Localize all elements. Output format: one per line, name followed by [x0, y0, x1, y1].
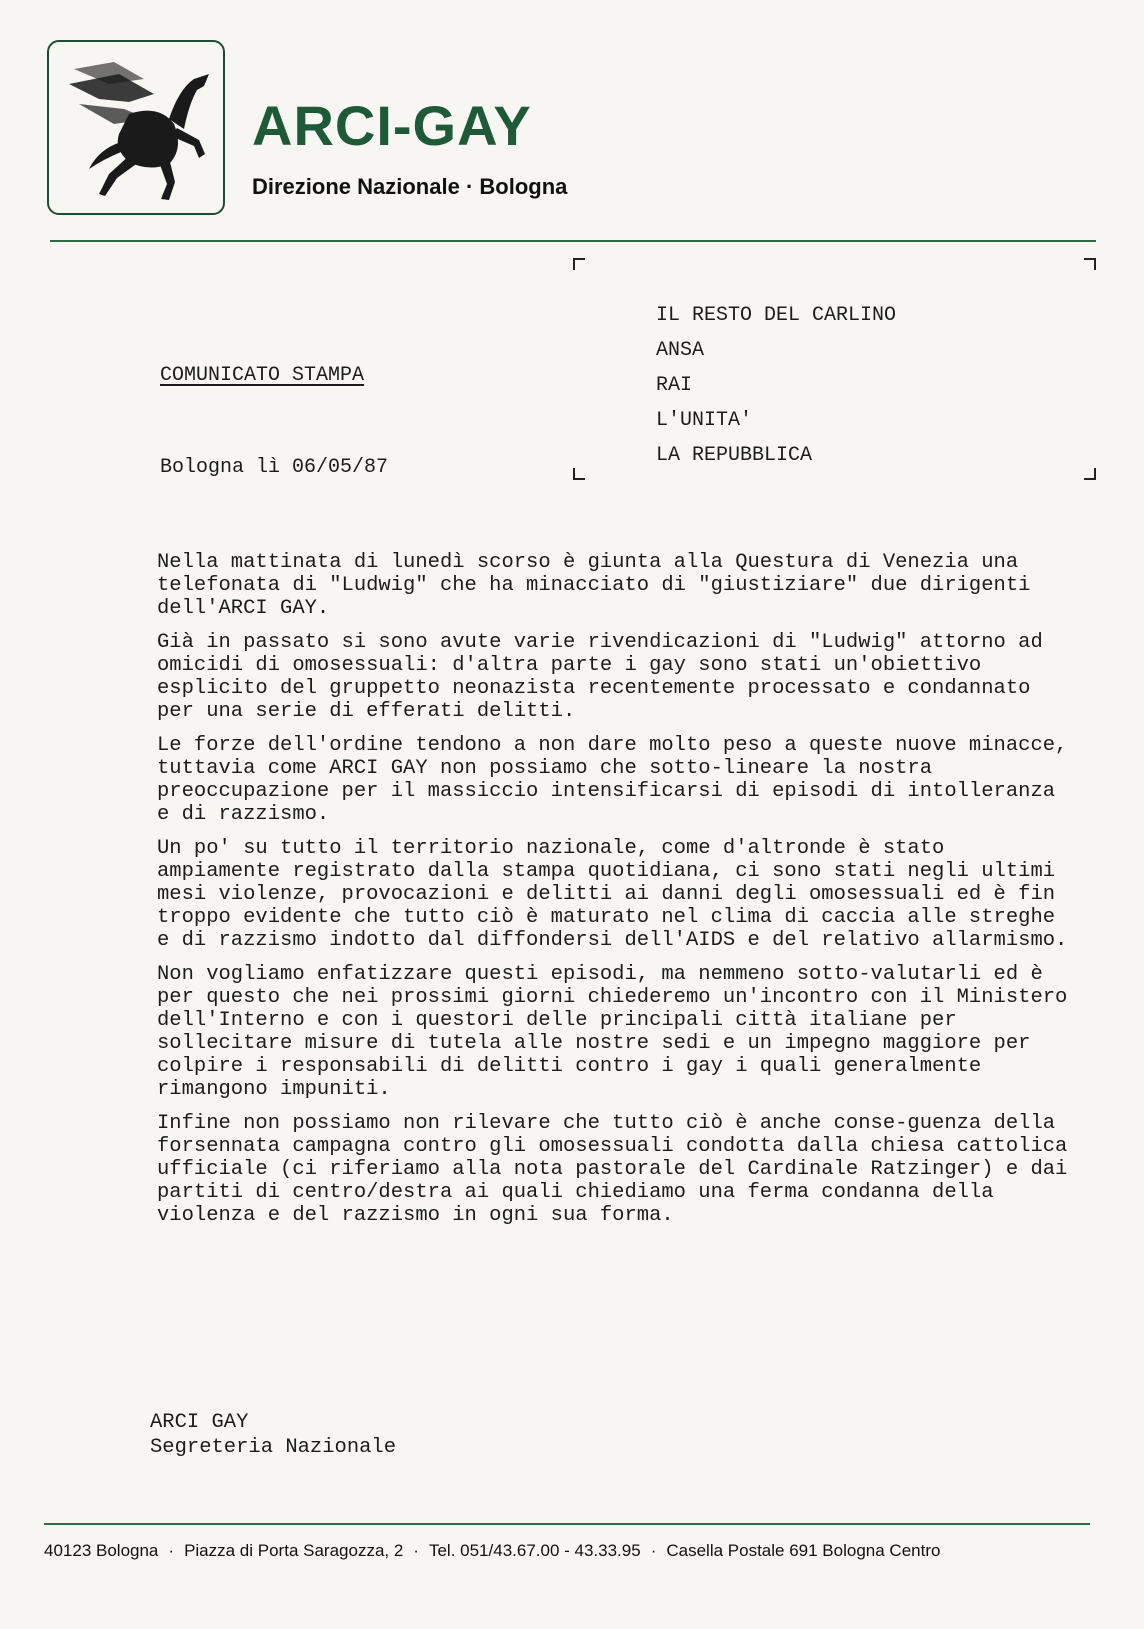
footer-postcode-city: 40123 Bologna: [44, 1541, 159, 1560]
org-subtitle: Direzione Nazionale · Bologna: [252, 174, 568, 199]
recipient-item: ANSA: [656, 339, 705, 362]
signature-office: Segreteria Nazionale: [150, 1436, 397, 1459]
footer-separator: ·: [168, 1541, 175, 1560]
body-paragraph: Un po' su tutto il territorio nazionale, come d'altronde è stato ampiamente registrato dalla stampa quotidiana, ci sono stati negli ultimi mesi violenze, provocazioni e delitti ai danni degli omosessuali ed è fin troppo evidente che tutto ciò è maturato nel clima di caccia alle streghe e di razzismo indotto dal diffondersi dell'AIDS e del relativo allarmismo.: [157, 837, 1068, 952]
footer-divider: [44, 1523, 1090, 1525]
letterhead-footer: [44, 1541, 1094, 1561]
recipient-list: [656, 306, 896, 481]
footer-street: Piazza di Porta Saragozza, 2: [184, 1541, 404, 1560]
footer-phone: Tel. 051/43.67.00 - 43.33.95: [428, 1541, 641, 1560]
body-paragraph: Già in passato si sono avute varie rivendicazioni di "Ludwig" attorno ad omicidi di omosessuali: d'altra parte i gay sono stati un'obiettivo esplicito del gruppetto neonazista recentemente processato e condannato per una serie di efferati delitti.: [157, 631, 1043, 723]
recipient-item: L'UNITA': [656, 409, 753, 432]
document-date: Bologna lì 06/05/87: [160, 456, 389, 479]
address-corner-mark: [573, 258, 585, 270]
recipient-item: IL RESTO DEL CARLINO: [656, 304, 897, 327]
footer-separator: ·: [413, 1541, 419, 1560]
body-paragraph: Infine non possiamo non rilevare che tutto ciò è anche conse-guenza della forsennata campagna contro gli omosessuali condotta dalla chiesa cattolica ufficiale (ci riferiamo alla nota pastorale del Cardinale Ratzinger) e dai partiti di centro/destra ai quali chiediamo una ferma condanna della violenza e del razzismo in ogni sua forma.: [157, 1112, 1068, 1227]
footer-po-box: Casella Postale 691 Bologna Centro: [666, 1541, 941, 1560]
address-corner-mark: [573, 468, 585, 480]
address-corner-mark: [1084, 468, 1096, 480]
signature-block: [150, 1410, 396, 1460]
address-corner-mark: [1084, 258, 1096, 270]
pegasus-logo-icon: [59, 54, 214, 204]
logo-frame: [47, 40, 225, 215]
signature-org: ARCI GAY: [150, 1411, 249, 1434]
org-name: ARCI-GAY: [252, 94, 532, 157]
recipient-item: LA REPUBBLICA: [656, 444, 813, 467]
header-divider: [50, 240, 1096, 242]
body-paragraph: Le forze dell'ordine tendono a non dare molto peso a queste nuove minacce, tuttavia come ARCI GAY non possiamo che sotto-lineare la nostra preoccupazione per il massiccio intensificarsi di episodi di intolleranza e di razzismo.: [157, 734, 1068, 826]
body-paragraph: Nella mattinata di lunedì scorso è giunta alla Questura di Venezia una telefonata di "Ludwig" che ha minacciato di "giustiziare" due dirigenti dell'ARCI GAY.: [157, 551, 1031, 620]
press-release-body: [157, 551, 1077, 1238]
recipient-item: RAI: [656, 374, 693, 397]
footer-separator: ·: [650, 1541, 657, 1560]
body-paragraph: Non vogliamo enfatizzare questi episodi, ma nemmeno sotto-valutarli ed è per questo che nei prossimi giorni chiederemo un'incontro con il Ministero dell'Interno e con i questori delle principali città italiane per sollecitare misure di tutela alle nostre sedi e un impegno maggiore per colpire i responsabili di delitti contro i gay i quali generalmente rimangono impuniti.: [157, 963, 1068, 1101]
document-title: COMUNICATO STAMPA: [160, 364, 365, 387]
